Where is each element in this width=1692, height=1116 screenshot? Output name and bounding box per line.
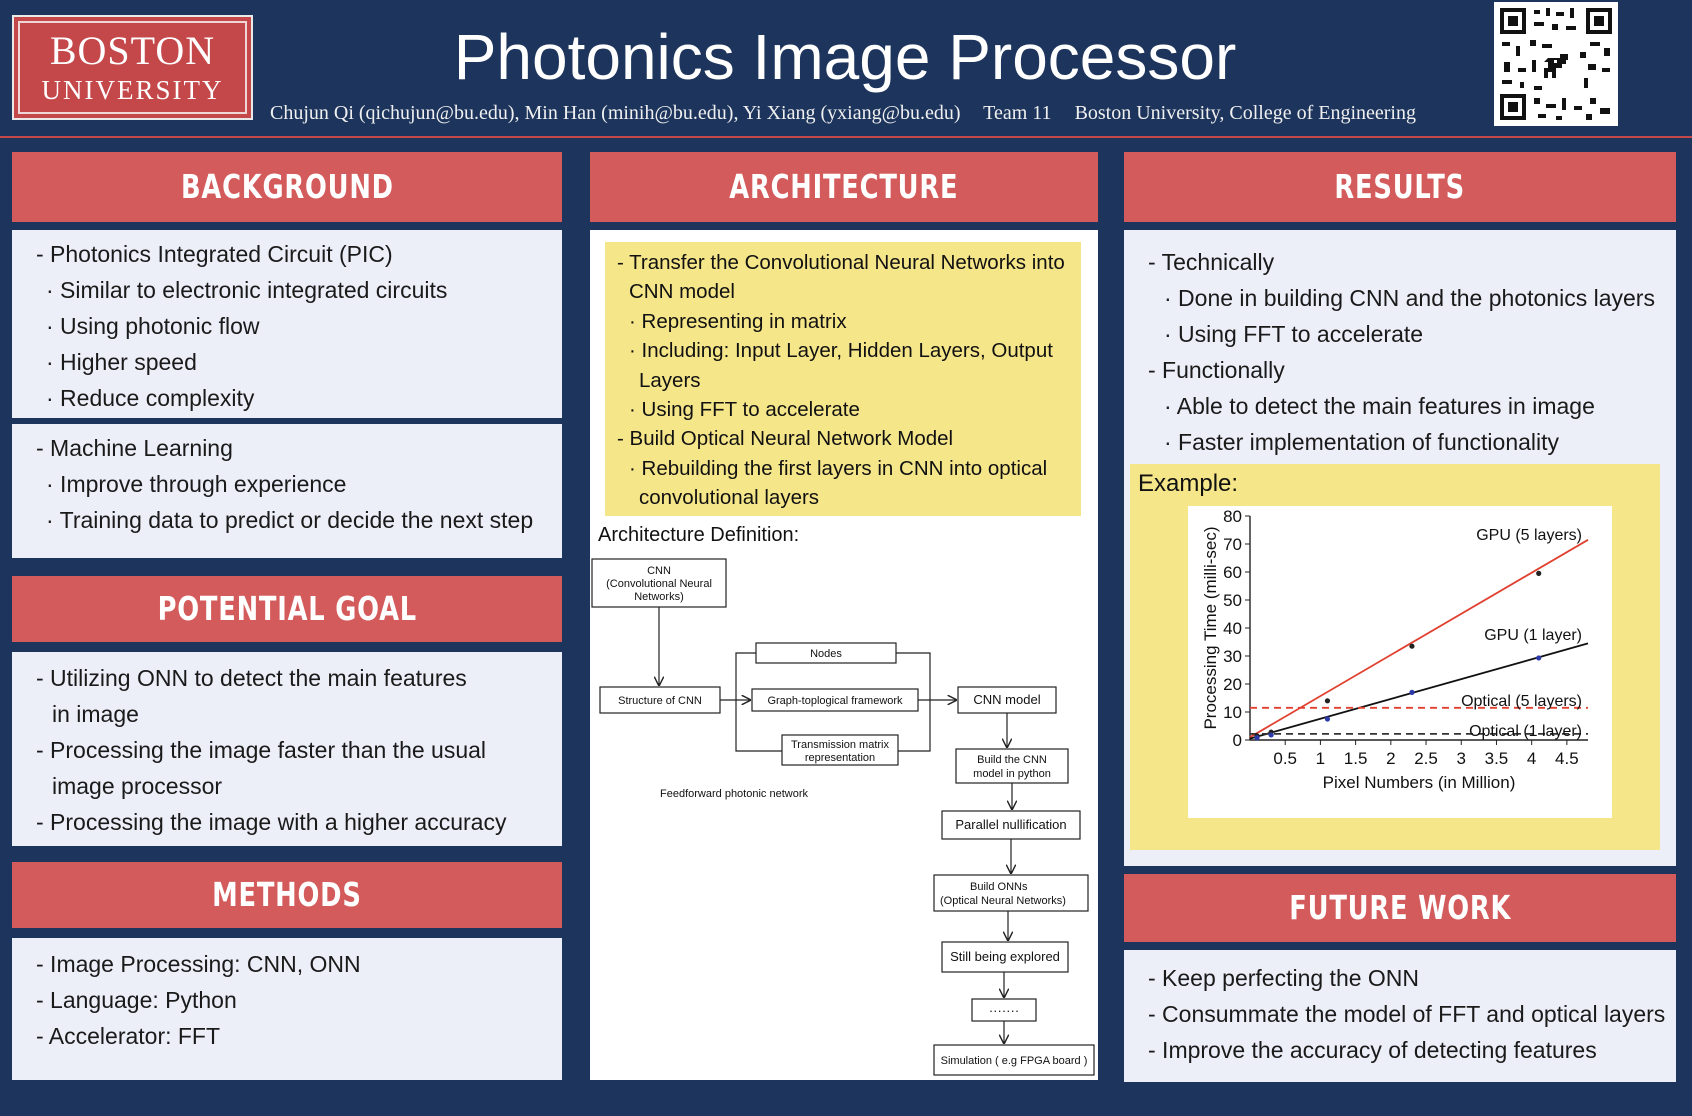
dots-label: ······· — [988, 1003, 1020, 1018]
list-item: · Done in building CNN and the photonics layers — [1164, 285, 1655, 311]
list-item: - Machine Learning — [36, 435, 233, 461]
list-item: · Faster implementation of functionality — [1164, 429, 1560, 455]
list-item: · Rebuilding the first layers in CNN into optical — [629, 456, 1048, 480]
cnn-label-2: (Convolutional Neural — [606, 578, 712, 590]
list-item: · Including: Input Layer, Hidden Layers, Output — [629, 339, 1053, 363]
data-point — [1325, 716, 1330, 721]
y-tick-label: 60 — [1223, 563, 1242, 582]
list-item: · Improve through experience — [46, 471, 347, 497]
list-item: - Image Processing: CNN, ONN — [36, 951, 361, 977]
data-point — [1409, 644, 1414, 649]
list-item: · Representing in matrix — [629, 309, 847, 333]
list-item: · Similar to electronic integrated circuits — [46, 277, 448, 303]
x-tick-label: 1 — [1315, 749, 1326, 768]
x-tick-label: 3 — [1456, 749, 1466, 768]
list-item: · Using FFT to accelerate — [629, 398, 860, 422]
y-tick-label: 10 — [1223, 703, 1242, 722]
authors: Chujun Qi (qichujun@bu.edu), Min Han (minih@bu.edu), Yi Xiang (yxiang@bu.edu) — [270, 102, 961, 124]
potential-goal-panel — [12, 652, 562, 846]
y-tick-label: 30 — [1223, 647, 1242, 666]
potential-goal-title: POTENTIAL GOAL — [157, 589, 417, 628]
list-item: · Higher speed — [46, 349, 197, 375]
x-tick-label: 2.5 — [1414, 749, 1438, 768]
list-item: - Keep perfecting the ONN — [1148, 965, 1420, 991]
university-logo — [12, 15, 253, 120]
cnn-label-1: CNN — [647, 565, 671, 577]
y-tick-label: 0 — [1232, 731, 1242, 750]
list-item: · Reduce complexity — [46, 385, 255, 411]
list-item: - Language: Python — [36, 987, 237, 1013]
data-point — [1536, 655, 1541, 660]
affiliation: Boston University, College of Engineering — [1074, 102, 1416, 124]
explored-label: Still being explored — [950, 949, 1060, 964]
future-work-header — [1124, 874, 1676, 942]
list-item: Layers — [639, 368, 701, 392]
y-tick-label: 40 — [1223, 619, 1242, 638]
logo-line-2: UNIVERSITY — [41, 75, 224, 105]
x-tick-label: 4 — [1526, 749, 1537, 768]
transmission-label-1: Transmission matrix — [791, 739, 889, 751]
list-item: · Training data to predict or decide the next step — [46, 507, 534, 533]
results-title: RESULTS — [1334, 167, 1466, 206]
list-item: - Accelerator: FFT — [36, 1023, 221, 1049]
architecture-header — [590, 152, 1098, 222]
data-point — [1325, 698, 1330, 703]
y-tick-label: 80 — [1223, 507, 1242, 526]
legend-label: GPU (5 layers) — [1476, 527, 1582, 544]
simulation-label: Simulation ( e.g FPGA board ) — [940, 1055, 1088, 1067]
results-header — [1124, 152, 1676, 222]
example-label: Example: — [1138, 470, 1239, 497]
potential-goal-header — [12, 576, 562, 642]
list-item: - Consummate the model of FFT and optical layers — [1148, 1001, 1666, 1027]
list-item: - Utilizing ONN to detect the main features — [36, 665, 467, 691]
list-item: - Photonics Integrated Circuit (PIC) — [36, 241, 393, 267]
y-tick-label: 50 — [1223, 591, 1242, 610]
x-tick-label: 0.5 — [1273, 749, 1298, 768]
methods-header — [12, 862, 562, 928]
processing-time-chart — [1188, 506, 1612, 818]
background-pic-panel — [12, 230, 562, 418]
list-item: CNN model — [629, 280, 735, 304]
x-tick-label: 2 — [1386, 749, 1396, 768]
graph-label: Graph-toplogical framework — [767, 695, 903, 707]
qr-code-icon[interactable] — [1494, 2, 1618, 126]
feedforward-label: Feedforward photonic network — [660, 788, 808, 800]
x-tick-label: 3.5 — [1484, 749, 1509, 768]
architecture-notes — [605, 242, 1081, 516]
list-item: · Using photonic flow — [46, 313, 260, 339]
architecture-flow-diagram — [590, 555, 1098, 1080]
list-item: image processor — [52, 773, 223, 799]
x-axis-label: Pixel Numbers (in Million) — [1322, 773, 1516, 792]
cnn-model-label: CNN model — [973, 692, 1041, 707]
list-item: · Able to detect the main features in image — [1164, 393, 1595, 419]
future-work-panel — [1124, 950, 1676, 1082]
build-cnn-label-2: model in python — [973, 768, 1051, 780]
page-title: Photonics Image Processor — [453, 21, 1237, 93]
list-item: · Using FFT to accelerate — [1164, 321, 1424, 347]
architecture-title: ARCHITECTURE — [729, 167, 959, 206]
build-onn-label-1: Build ONNs — [970, 881, 1028, 893]
list-item: - Processing the image with a higher accuracy — [36, 809, 507, 835]
legend-label: Optical (1 layer) — [1469, 723, 1582, 740]
data-point — [1254, 735, 1259, 740]
logo-line-1: BOSTON — [49, 28, 216, 73]
data-point — [1536, 571, 1541, 576]
y-axis-label: Processing Time (milli-sec) — [1201, 526, 1220, 730]
nodes-label: Nodes — [810, 648, 842, 660]
list-item: - Improve the accuracy of detecting features — [1148, 1037, 1597, 1063]
cnn-label-3: Networks) — [634, 591, 684, 603]
x-tick-label: 1.5 — [1343, 749, 1368, 768]
list-item: in image — [52, 701, 139, 727]
list-item: - Technically — [1148, 249, 1275, 275]
data-point — [1269, 732, 1274, 737]
background-title: BACKGROUND — [180, 167, 394, 206]
methods-title: METHODS — [212, 875, 362, 914]
architecture-definition-label: Architecture Definition: — [598, 524, 800, 546]
parallel-label: Parallel nullification — [955, 817, 1067, 832]
build-cnn-label-1: Build the CNN — [977, 754, 1047, 766]
build-onn-label-2: (Optical Neural Networks) — [940, 895, 1066, 907]
x-tick-label: 4.5 — [1555, 749, 1579, 768]
list-item: - Transfer the Convolutional Neural Networks into — [617, 251, 1065, 274]
list-item: - Processing the image faster than the usual — [36, 737, 487, 763]
chart-area — [1188, 506, 1612, 818]
structure-label: Structure of CNN — [618, 695, 702, 707]
header-divider — [0, 136, 1692, 138]
methods-panel — [12, 938, 562, 1080]
list-item: - Build Optical Neural Network Model — [617, 427, 954, 451]
list-item: convolutional layers — [639, 486, 820, 510]
y-tick-label: 70 — [1223, 535, 1242, 554]
legend-label: Optical (5 layers) — [1461, 693, 1582, 710]
background-header — [12, 152, 562, 222]
list-item: - Functionally — [1148, 357, 1285, 383]
team-label: Team 11 — [983, 102, 1052, 124]
data-point — [1409, 690, 1414, 695]
future-work-title: FUTURE WORK — [1289, 888, 1511, 927]
background-ml-panel — [12, 424, 562, 558]
transmission-label-2: representation — [804, 752, 876, 764]
y-tick-label: 20 — [1223, 675, 1242, 694]
legend-label: GPU (1 layer) — [1484, 627, 1582, 644]
author-line — [270, 102, 1470, 125]
